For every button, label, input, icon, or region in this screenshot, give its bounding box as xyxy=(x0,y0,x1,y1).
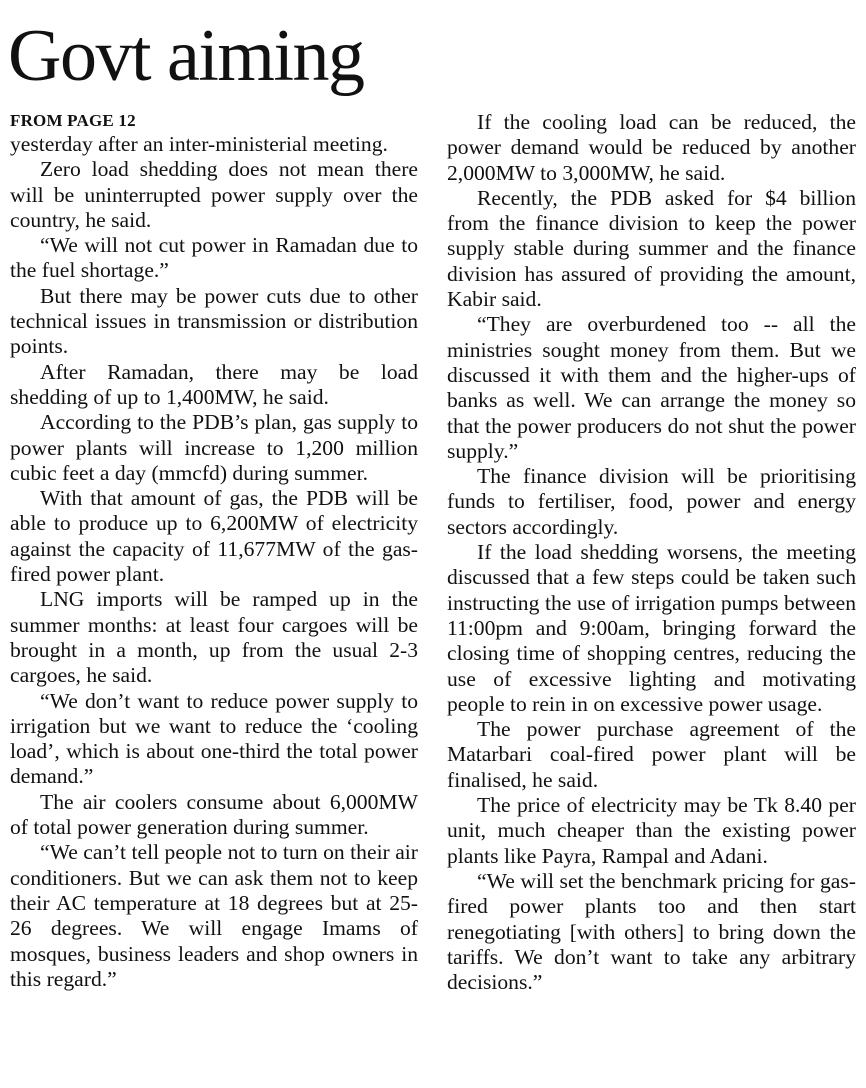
paragraph: After Ramadan, there may be load shedding of up to 1,400MW, he said. xyxy=(10,359,418,409)
headline: Govt aiming xyxy=(8,15,364,97)
paragraph: “We can’t tell people not to turn on their air conditioners. But we can ask them not to keep their AC temperature at 18 degrees but at 25-26 degrees. We will engage Imams of mosques, business leaders and shop owners in this regard.” xyxy=(10,840,418,991)
paragraph: But there may be power cuts due to other technical issues in transmission or distribution points. xyxy=(10,283,418,359)
paragraph: If the cooling load can be reduced, the power demand would be reduced by another 2,000MW to 3,000MW, he said. xyxy=(447,110,856,185)
paragraph: The air coolers consume about 6,000MW of total power generation during summer. xyxy=(10,789,418,840)
paragraph: The power purchase agreement of the Matarbari coal-fired power plant will be finalised, he said. xyxy=(447,717,856,792)
paragraph: “We don’t want to reduce power supply to irrigation but we want to reduce the ‘cooling load’, which is about one-third the total power demand.” xyxy=(10,688,418,789)
paragraph: LNG imports will be ramped up in the summer months: at least four cargoes will be brought in a month, up from the usual 2-3 cargoes, he said. xyxy=(10,587,418,688)
paragraph: “We will set the benchmark pricing for gas-fired power plants too and then start renegotiating [with others] to bring down the tariffs. We don’t want to take any arbitrary decisions.” xyxy=(447,868,856,995)
paragraph: yesterday after an inter-ministerial meeting. xyxy=(10,132,388,156)
paragraph: The price of electricity may be Tk 8.40 per unit, much cheaper than the existing power plants like Payra, Rampal and Adani. xyxy=(447,793,856,868)
paragraph: According to the PDB’s plan, gas supply to power plants will increase to 1,200 million cubic feet a day (mmcfd) during summer. xyxy=(10,410,418,485)
paragraph: The finance division will be prioritising funds to fertiliser, food, power and energy sectors accordingly. xyxy=(447,464,856,539)
continuation-kicker: FROM PAGE 12 xyxy=(10,111,136,130)
paragraph: Zero load shedding does not mean there will be uninterrupted power supply over the country, he said. xyxy=(10,157,418,232)
paragraph: With that amount of gas, the PDB will be able to produce up to 6,200MW of electricity against the capacity of 11,677MW of the gas-fired power plant. xyxy=(10,486,418,587)
left-column xyxy=(10,110,418,1080)
right-column xyxy=(447,110,856,1080)
paragraph: “We will not cut power in Ramadan due to the fuel shortage.” xyxy=(10,233,418,283)
paragraph: Recently, the PDB asked for $4 billion from the finance division to keep the power supply stable during summer and the finance division has assured of providing the amount, Kabir said. xyxy=(447,185,856,312)
paragraph: “They are overburdened too -- all the ministries sought money from them. But we discussed it with them and the higher-ups of banks as well. We can arrange the money so that the power producers do not shut the power supply.” xyxy=(447,312,856,463)
paragraph: If the load shedding worsens, the meeting discussed that a few steps could be taken such instructing the use of irrigation pumps between 11:00pm and 9:00am, bringing forward the closing time of shopping centres, reducing the use of excessive lighting and motivating people to rein in on excessive power usage. xyxy=(447,540,856,716)
